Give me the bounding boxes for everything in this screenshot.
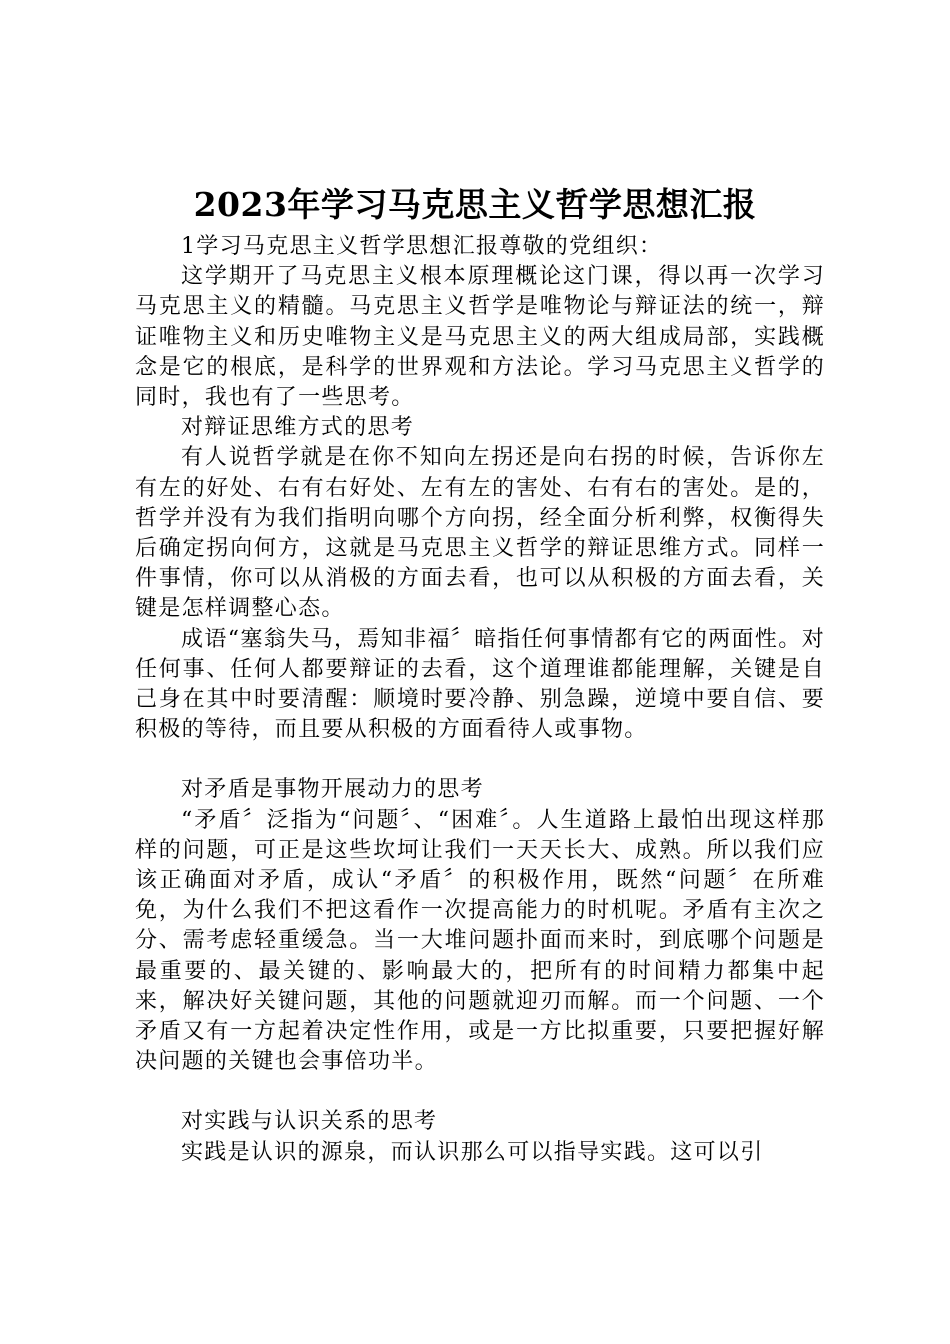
- body-paragraph: 实践是认识的源泉，而认识那么可以指导实践。这可以引: [181, 1139, 764, 1165]
- salutation-paragraph: 1学习马克思主义哲学思想汇报尊敬的党组织：: [181, 234, 663, 259]
- paragraph-gap: [135, 1077, 825, 1107]
- body-paragraph: 成语“塞翁失马，焉知非福〞暗指任何事情都有它的两面性。对任何事、任何人都要辩证的去看，这个道理谁都能理解，关键是自己身在其中时要清醒：顺境时要冷静、别急躁，逆境中要自信、要积极的等待，而且要从积极的方面看待人或事物。: [135, 626, 825, 743]
- section-heading: 对实践与认识关系的思考: [181, 1109, 438, 1135]
- document-body: [135, 232, 825, 1168]
- body-paragraph: 有人说哲学就是在你不知向左拐还是向右拐的时候，告诉你左有左的好处、右有右好处、左有左的害处、右有右的害处。是的，哲学并没有为我们指明向哪个方向拐，经全面分析利弊，权衡得失后确定拐向何方，这就是马克思主义哲学的辩证思维方式。同样一件事情，你可以从消极的方面去看，也可以从积极的方面去看，关键是怎样调整心态。: [135, 445, 825, 622]
- paragraph-gap: [135, 745, 825, 775]
- body-paragraph: 这学期开了马克思主义根本原理概论这门课，得以再一次学习马克思主义的精髓。马克思主义哲学是唯物论与辩证法的统一，辩证唯物主义和历史唯物主义是马克思主义的两大组成局部，实践概念是它的根底，是科学的世界观和方法论。学习马克思主义哲学的同时，我也有了一些思考。: [135, 264, 825, 411]
- body-paragraph: “矛盾〞泛指为“问题〞、“困难〞。人生道路上最怕出现这样那样的问题，可正是这些坎坷让我们一天天长大、成熟。所以我们应该正确面对矛盾，成认“矛盾〞的积极作用，既然“问题〞在所难免，为什么我们不把这看作一次提高能力的时机呢。矛盾有主次之分、需考虑轻重缓急。当一大堆问题扑面而来时，到底哪个问题是最重要的、最关键的、影响最大的，把所有的时间精力都集中起来，解决好关键问题，其他的问题就迎刃而解。而一个问题、一个矛盾又有一方起着决定性作用，或是一方比拟重要，只要把握好解决问题的关键也会事倍功半。: [135, 807, 825, 1075]
- document-title: 2023年学习马克思主义哲学思想汇报: [193, 185, 757, 224]
- section-heading: 对矛盾是事物开展动力的思考: [181, 777, 484, 803]
- section-heading: 对辩证思维方式的思考: [181, 415, 415, 441]
